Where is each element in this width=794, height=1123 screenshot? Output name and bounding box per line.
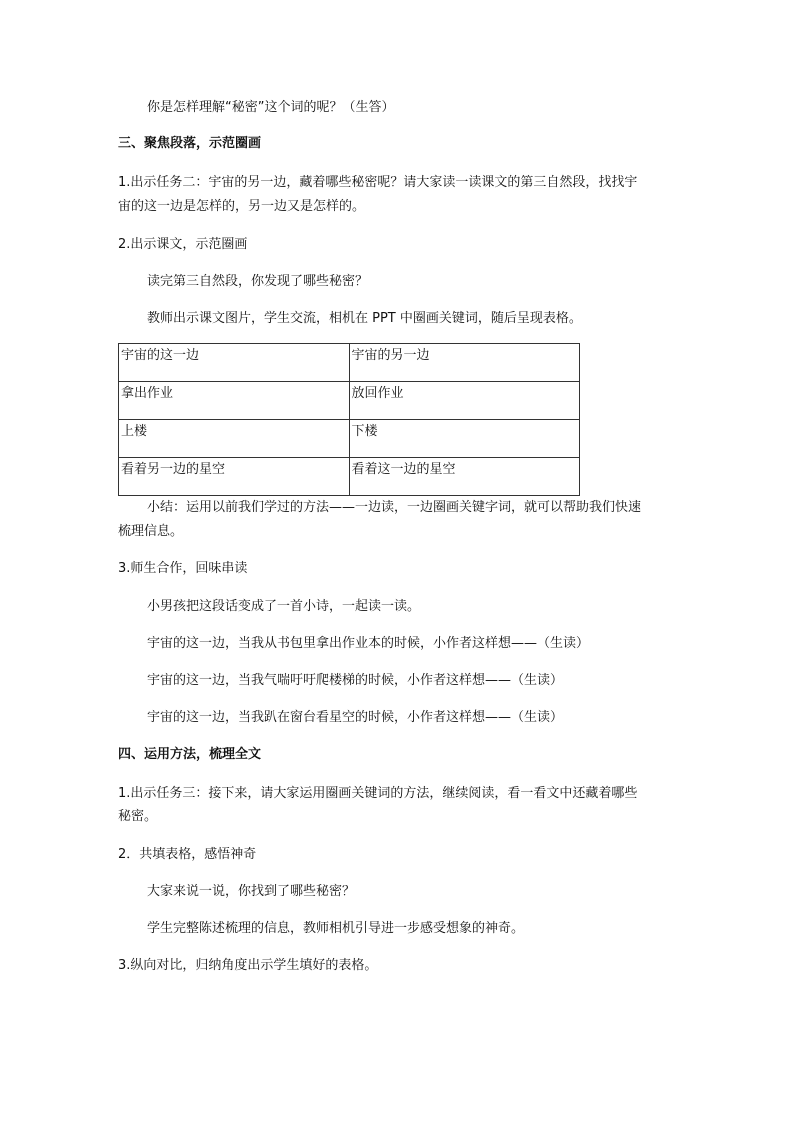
paragraph: 宇宙的这一边，当我从书包里拿出作业本的时候，小作者这样想——（生读） [147, 636, 590, 651]
table-cell: 上楼 [119, 420, 350, 458]
table-cell: 看着另一边的星空 [119, 458, 350, 496]
task-line: 宙的这一边是怎样的，另一边又是怎样的。 [118, 199, 366, 214]
summary-line: 梳理信息。 [118, 524, 184, 539]
summary-line: 小结：运用以前我们学过的方法——一边读，一边圈画关键字词，就可以帮助我们快速 [147, 500, 642, 515]
subheading: 3.纵向对比，归纳角度出示学生填好的表格。 [118, 958, 378, 973]
comparison-table [118, 343, 580, 496]
task-line: 秘密。 [118, 809, 158, 824]
section-heading: 三、聚焦段落，示范圈画 [118, 136, 262, 151]
task-line: 1.出示任务三：接下来，请大家运用圈画关键词的方法，继续阅读，看一看文中还藏着哪些 [118, 786, 638, 801]
paragraph: 大家来说一说，你找到了哪些秘密？ [147, 884, 356, 899]
table-cell: 放回作业 [349, 382, 580, 420]
table-row [119, 420, 580, 458]
paragraph: 宇宙的这一边，当我气喘吁吁爬楼梯的时候，小作者这样想——（生读） [147, 673, 564, 688]
paragraph: 学生完整陈述梳理的信息，教师相机引导进一步感受想象的神奇。 [147, 921, 525, 936]
subheading: 2．共填表格，感悟神奇 [118, 847, 257, 862]
paragraph: 教师出示课文图片，学生交流，相机在 PPT 中圈画关键词，随后呈现表格。 [147, 311, 582, 326]
subheading: 3.师生合作，回味串读 [118, 561, 248, 576]
table-cell: 宇宙的另一边 [349, 344, 580, 382]
table-cell: 看着这一边的星空 [349, 458, 580, 496]
paragraph: 你是怎样理解“秘密”这个词的呢？（生答） [147, 100, 395, 115]
table-cell: 下楼 [349, 420, 580, 458]
table-cell: 拿出作业 [119, 382, 350, 420]
table-cell: 宇宙的这一边 [119, 344, 350, 382]
task-line: 1.出示任务二：宇宙的另一边，藏着哪些秘密呢？请大家读一读课文的第三自然段，找找宇 [118, 175, 638, 190]
table-row [119, 382, 580, 420]
table-row [119, 458, 580, 496]
paragraph: 宇宙的这一边，当我趴在窗台看星空的时候，小作者这样想——（生读） [147, 710, 564, 725]
paragraph: 小男孩把这段话变成了一首小诗，一起读一读。 [147, 599, 421, 614]
section-heading: 四、运用方法，梳理全文 [118, 747, 262, 762]
paragraph: 读完第三自然段，你发现了哪些秘密？ [147, 274, 369, 289]
subheading: 2.出示课文，示范圈画 [118, 237, 248, 252]
table-row [119, 344, 580, 382]
